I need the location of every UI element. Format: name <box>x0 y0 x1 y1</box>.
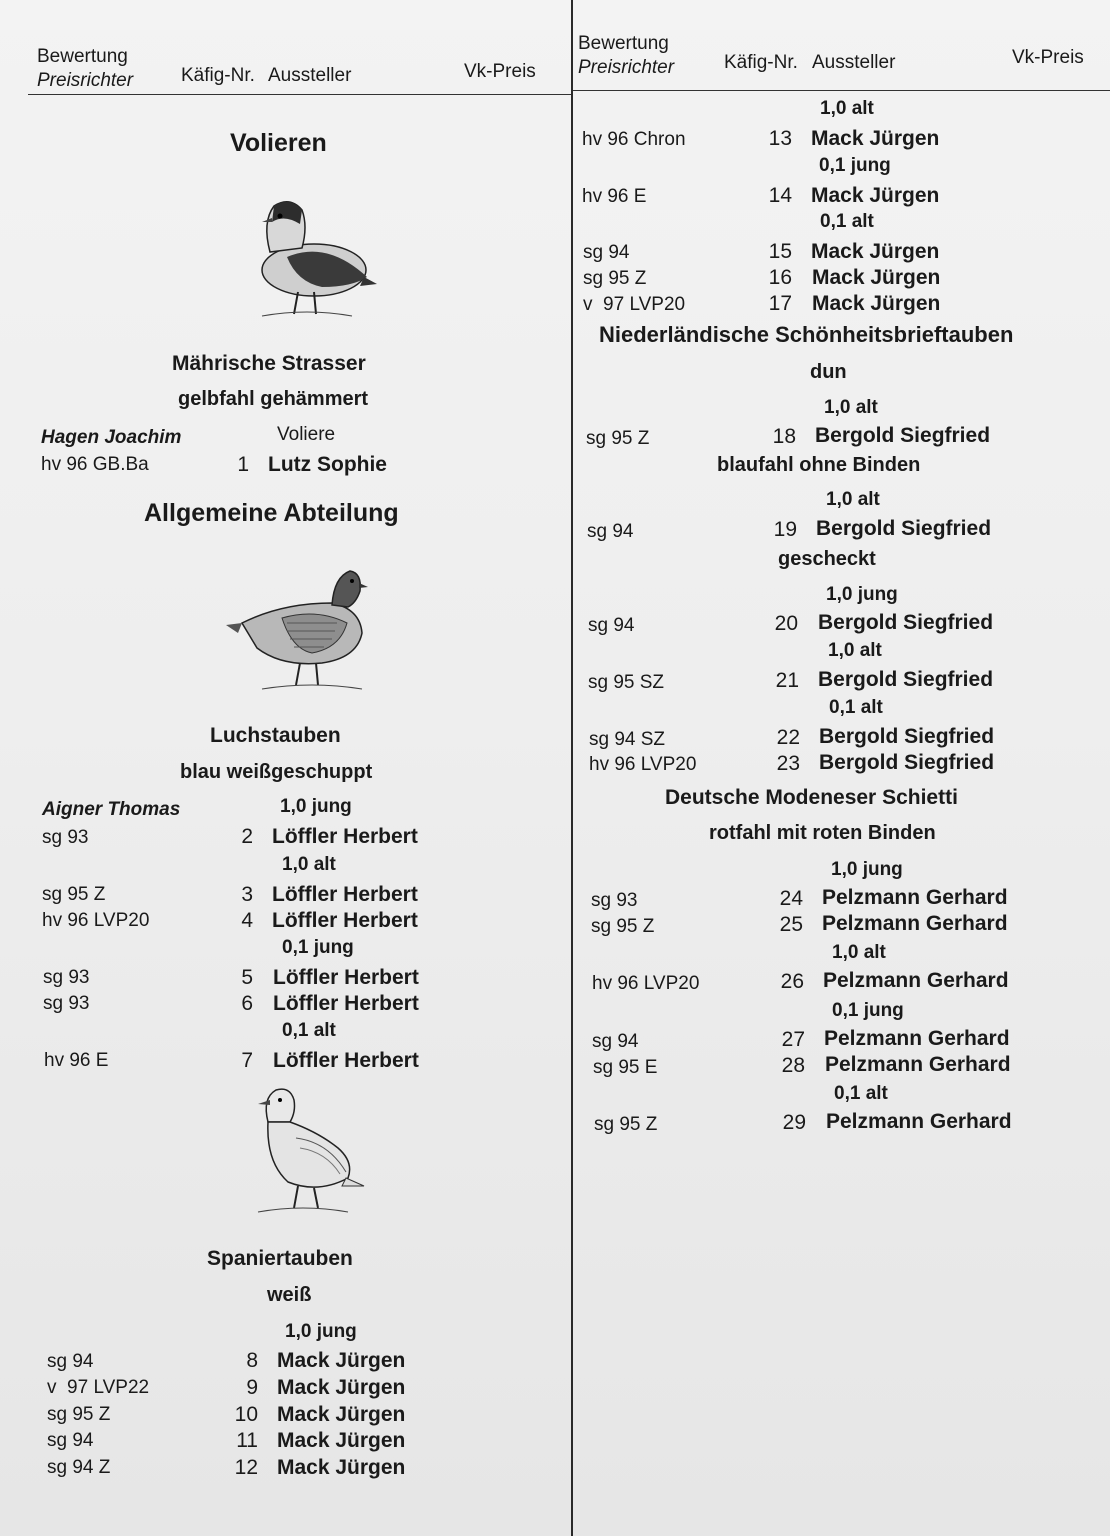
cage-number: 16 <box>768 266 792 289</box>
grade: sg 95 Z <box>583 268 647 289</box>
class-label: 1,0 alt <box>824 397 878 418</box>
cage-number: 4 <box>241 909 253 932</box>
column-divider <box>571 0 573 1536</box>
exhibitor: Mack Jürgen <box>811 127 940 150</box>
header-aussteller-left: Aussteller <box>268 65 352 86</box>
cage-number: 27 <box>781 1028 805 1051</box>
exhibitor: Bergold Siegfried <box>818 668 994 691</box>
grade: sg 94 <box>583 242 630 263</box>
grade: hv 96 LVP20 <box>42 910 150 931</box>
class-label: 0,1 jung <box>282 937 354 958</box>
exhibitor: Mack Jürgen <box>277 1429 406 1452</box>
breed-luchstauben: Luchstauben <box>210 724 341 747</box>
exhibitor: Mack Jürgen <box>277 1456 406 1479</box>
exhibitor: Bergold Siegfried <box>818 611 994 634</box>
cage-number: 19 <box>773 518 797 541</box>
judge-aigner: Aigner Thomas <box>42 799 181 820</box>
exhibitor: Pelzmann Gerhard <box>824 1027 1010 1050</box>
exhibitor: Löffler Herbert <box>272 909 418 932</box>
color-weiss: weiß <box>267 1284 312 1306</box>
grade: v 97 LVP22 <box>47 1377 150 1398</box>
exhibitor: Löffler Herbert <box>273 1049 419 1072</box>
cage-number: 23 <box>776 752 800 775</box>
class-label: 1,0 jung <box>831 859 903 880</box>
color-gescheckt: gescheckt <box>778 548 876 570</box>
cage-number: 17 <box>768 292 792 315</box>
header-aussteller-right: Aussteller <box>812 52 896 73</box>
class-label: 1,0 jung <box>285 1321 357 1342</box>
cage-number: 2 <box>241 825 253 848</box>
exhibitor: Pelzmann Gerhard <box>823 969 1009 992</box>
class-label: 0,1 jung <box>819 155 891 176</box>
exhibitor: Löffler Herbert <box>273 992 419 1015</box>
exhibitor: Lutz Sophie <box>268 453 387 476</box>
exhibitor: Mack Jürgen <box>811 240 940 263</box>
cage-number: 25 <box>779 913 803 936</box>
exhibitor: Bergold Siegfried <box>819 751 995 774</box>
exhibitor: Löffler Herbert <box>272 825 418 848</box>
cage-number: 1 <box>237 453 249 476</box>
cage-number: 9 <box>246 1376 258 1399</box>
grade: sg 94 <box>587 521 634 542</box>
class-label: 1,0 alt <box>820 98 874 119</box>
section-title-volieren: Volieren <box>230 129 327 157</box>
class-label: 1,0 alt <box>282 854 336 875</box>
exhibitor: Bergold Siegfried <box>816 517 992 540</box>
class-label: 1,0 alt <box>828 640 882 661</box>
header-vkpreis-right: Vk-Preis <box>1012 47 1084 68</box>
grade: sg 95 Z <box>594 1114 658 1135</box>
exhibitor: Pelzmann Gerhard <box>822 886 1008 909</box>
cage-number: 22 <box>776 726 800 749</box>
cage-number: 5 <box>241 966 253 989</box>
exhibitor: Bergold Siegfried <box>819 725 995 748</box>
grade: sg 93 <box>43 993 90 1014</box>
grade: hv 96 LVP20 <box>589 754 697 775</box>
grade: sg 93 <box>591 890 638 911</box>
class-label: 1,0 jung <box>280 796 352 817</box>
exhibitor: Pelzmann Gerhard <box>826 1110 1012 1133</box>
cage-number: 14 <box>768 184 792 207</box>
grade: hv 96 E <box>582 186 647 207</box>
header-kaefig-left: Käfig-Nr. <box>181 65 255 86</box>
exhibitor: Mack Jürgen <box>812 266 941 289</box>
cage-number: 8 <box>246 1349 258 1372</box>
section-title-allgemeine: Allgemeine Abteilung <box>144 499 399 527</box>
color-blaufahl: blaufahl ohne Binden <box>717 454 921 476</box>
grade: sg 95 Z <box>591 916 655 937</box>
color-rotfahl: rotfahl mit roten Binden <box>709 822 936 844</box>
grade: sg 95 SZ <box>588 672 665 693</box>
exhibitor: Pelzmann Gerhard <box>822 912 1008 935</box>
cage-number: 18 <box>772 425 796 448</box>
cage-number: 20 <box>774 612 798 635</box>
cage-number: 12 <box>234 1456 258 1479</box>
grade: hv 96 LVP20 <box>592 973 700 994</box>
header-vkpreis-left: Vk-Preis <box>464 61 536 82</box>
class-voliere: Voliere <box>277 424 336 445</box>
grade: hv 96 E <box>44 1050 109 1071</box>
cage-number: 29 <box>782 1111 806 1134</box>
exhibitor: Mack Jürgen <box>277 1376 406 1399</box>
grade: hv 96 Chron <box>582 129 686 150</box>
header-bewertung-left: Bewertung <box>37 46 128 67</box>
grade: sg 93 <box>42 827 89 848</box>
color-dun: dun <box>810 361 847 383</box>
cage-number: 10 <box>234 1403 258 1426</box>
grade: sg 94 <box>47 1430 94 1451</box>
grade: sg 95 Z <box>47 1404 111 1425</box>
exhibitor: Mack Jürgen <box>812 292 941 315</box>
exhibitor: Bergold Siegfried <box>815 424 991 447</box>
exhibitor: Löffler Herbert <box>272 883 418 906</box>
cage-number: 24 <box>779 887 803 910</box>
cage-number: 6 <box>241 992 253 1015</box>
cage-number: 11 <box>236 1429 258 1452</box>
class-label: 0,1 alt <box>820 211 874 232</box>
grade: sg 94 <box>592 1031 639 1052</box>
strasser-pigeon-icon <box>232 192 382 327</box>
breed-maehrische: Mährische Strasser <box>172 352 366 375</box>
exhibitor: Mack Jürgen <box>277 1403 406 1426</box>
class-label: 0,1 alt <box>829 697 883 718</box>
spanish-pigeon-icon <box>238 1082 368 1220</box>
grade: v 97 LVP20 <box>583 294 686 315</box>
class-label: 1,0 alt <box>832 942 886 963</box>
breed-niederlaendische: Niederländische Schönheitsbrieftauben <box>599 322 1014 347</box>
header-rule-left <box>28 94 571 95</box>
judge-hagen: Hagen Joachim <box>41 427 182 448</box>
cage-number: 15 <box>768 240 792 263</box>
breed-spaniertauben: Spaniertauben <box>207 1247 353 1270</box>
cage-number: 21 <box>775 669 799 692</box>
header-kaefig-right: Käfig-Nr. <box>724 52 798 73</box>
exhibitor: Löffler Herbert <box>273 966 419 989</box>
grade: hv 96 GB.Ba <box>41 454 149 475</box>
cage-number: 3 <box>241 883 253 906</box>
grade: sg 95 Z <box>586 428 650 449</box>
class-label: 0,1 alt <box>282 1020 336 1041</box>
exhibitor: Pelzmann Gerhard <box>825 1053 1011 1076</box>
class-label: 0,1 jung <box>832 1000 904 1021</box>
color-gelbfahl: gelbfahl gehämmert <box>178 388 369 410</box>
cage-number: 13 <box>768 127 792 150</box>
header-preisrichter-right: Preisrichter <box>578 57 675 78</box>
cage-number: 26 <box>780 970 804 993</box>
grade: sg 94 <box>47 1351 94 1372</box>
grade: sg 94 Z <box>47 1457 111 1478</box>
grade: sg 94 SZ <box>589 729 666 750</box>
class-label: 1,0 jung <box>826 584 898 605</box>
grade: sg 95 Z <box>42 884 106 905</box>
class-label: 1,0 alt <box>826 489 880 510</box>
grade: sg 95 E <box>593 1057 658 1078</box>
header-preisrichter-left: Preisrichter <box>37 70 134 91</box>
grade: sg 94 <box>588 615 635 636</box>
exhibitor: Mack Jürgen <box>277 1349 406 1372</box>
exhibitor: Mack Jürgen <box>811 184 940 207</box>
grade: sg 93 <box>43 967 90 988</box>
class-label: 0,1 alt <box>834 1083 888 1104</box>
color-blau-weissgeschuppt: blau weißgeschuppt <box>180 761 373 783</box>
cage-number: 7 <box>241 1049 253 1072</box>
lynx-pigeon-icon <box>222 563 372 698</box>
breed-modeneser: Deutsche Modeneser Schietti <box>665 786 958 809</box>
cage-number: 28 <box>781 1054 805 1077</box>
header-rule-right <box>573 90 1110 91</box>
header-bewertung-right: Bewertung <box>578 33 669 54</box>
